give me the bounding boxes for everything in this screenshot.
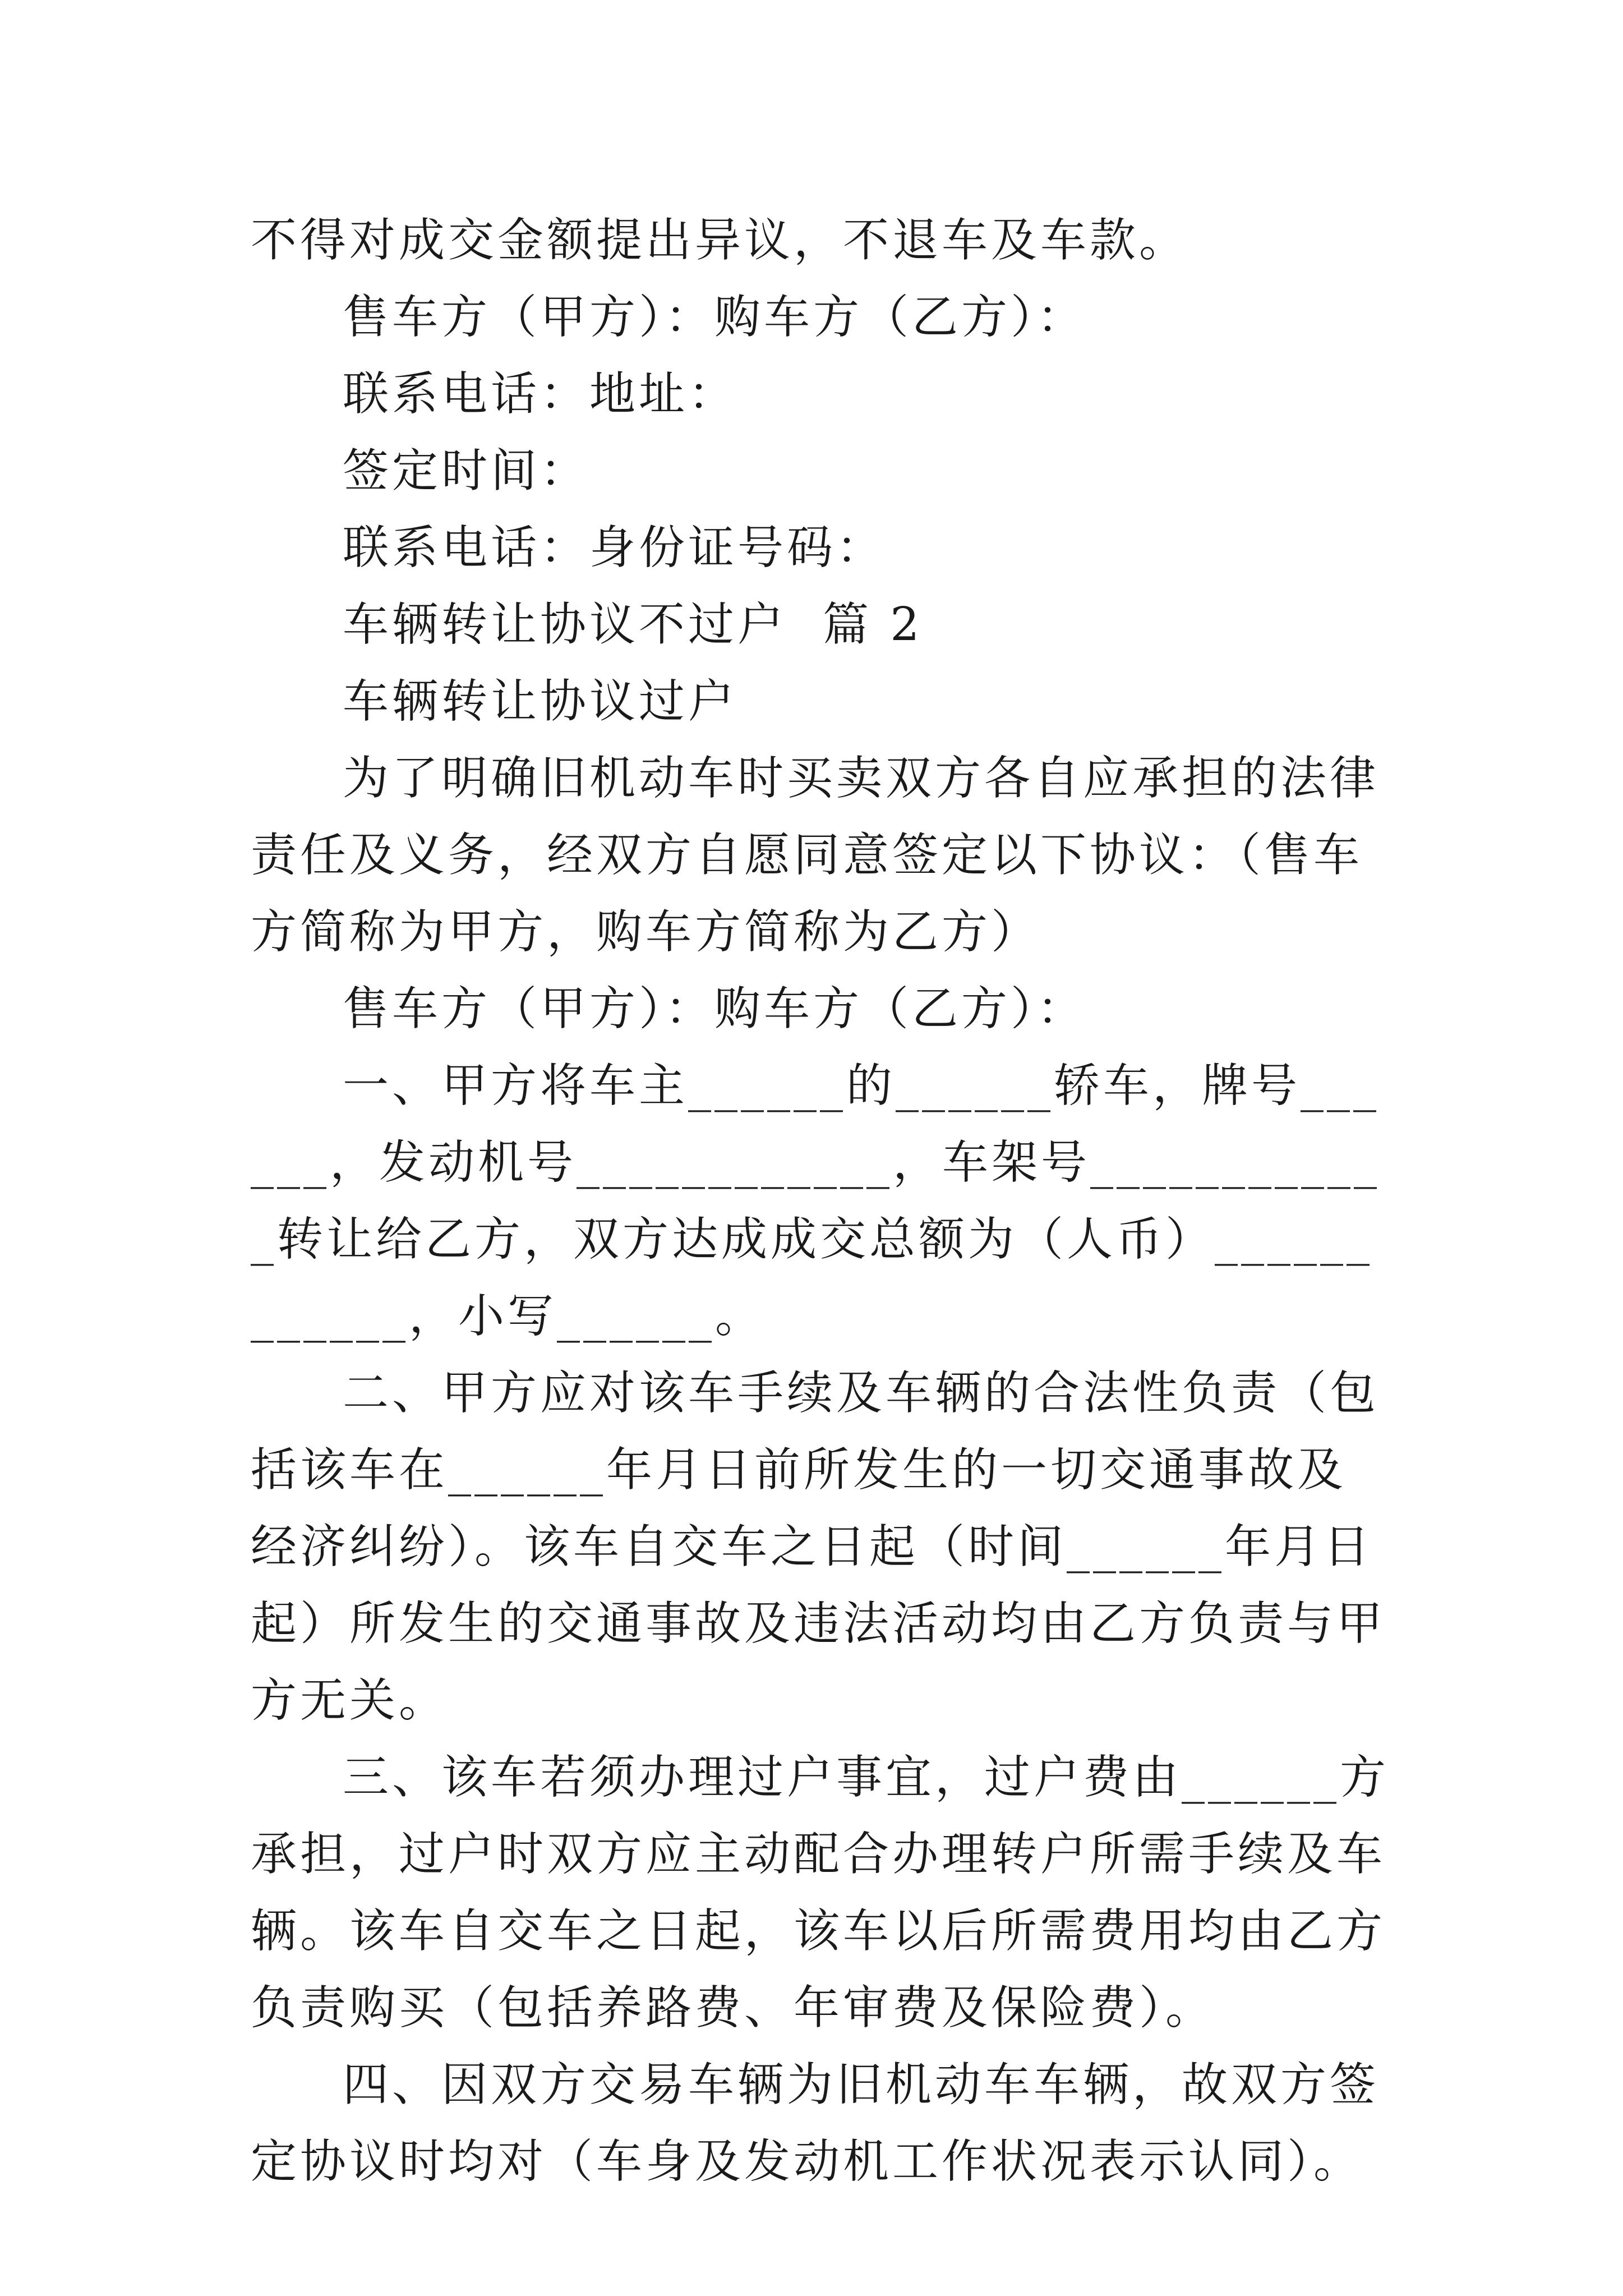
paragraph-2: 售车方（甲方）：购车方（乙方）： (343, 291, 1087, 344)
paragraph-5: 联系电话：身份证号码： (343, 521, 886, 574)
clause-1: 一、甲方将车主______的______轿车，牌号______，发动机号____________，车架号____________转让给乙方，双方达成成交总额为（人币）____________，小写______。 (251, 1059, 1380, 1343)
paragraph-3: 联系电话：地址： (343, 367, 738, 421)
clause-4: 四、因双方交易车辆为旧机动车车辆，故双方签定协议时均对（车身及发动机工作状况表示认同）。 (251, 2058, 1380, 2188)
paragraph-8: 为了明确旧机动车时买卖双方各自应承担的法律责任及义务，经双方自愿同意签定以下协议：（售车方简称为甲方，购车方简称为乙方） (251, 752, 1380, 959)
paragraph-9: 售车方（甲方）：购车方（乙方）： (343, 982, 1087, 1036)
paragraph-4: 签定时间： (343, 444, 590, 498)
document-body (251, 202, 1389, 2200)
clause-3: 三、该车若须办理过户事宜，过户费由______方承担，过户时双方应主动配合办理转户所需手续及车辆。该车自交车之日起，该车以后所需费用均由乙方负责购买（包括养路费、年审费及保险费）。 (251, 1751, 1390, 2035)
paragraph-1: 不得对成交金额提出异议，不退车及车款。 (251, 214, 1189, 267)
section-heading-2: 车辆转让协议不过户 篇 2 (343, 598, 923, 651)
clause-2: 二、甲方应对该车手续及车辆的合法性负责（包括该车在______年月日前所发生的一切交通事故及经济纠纷）。该车自交车之日起（时间______年月日起）所发生的交通事故及违法活动均由乙方负责与甲方无关。 (251, 1366, 1386, 1727)
document-title: 车辆转让协议过户 (343, 675, 738, 728)
